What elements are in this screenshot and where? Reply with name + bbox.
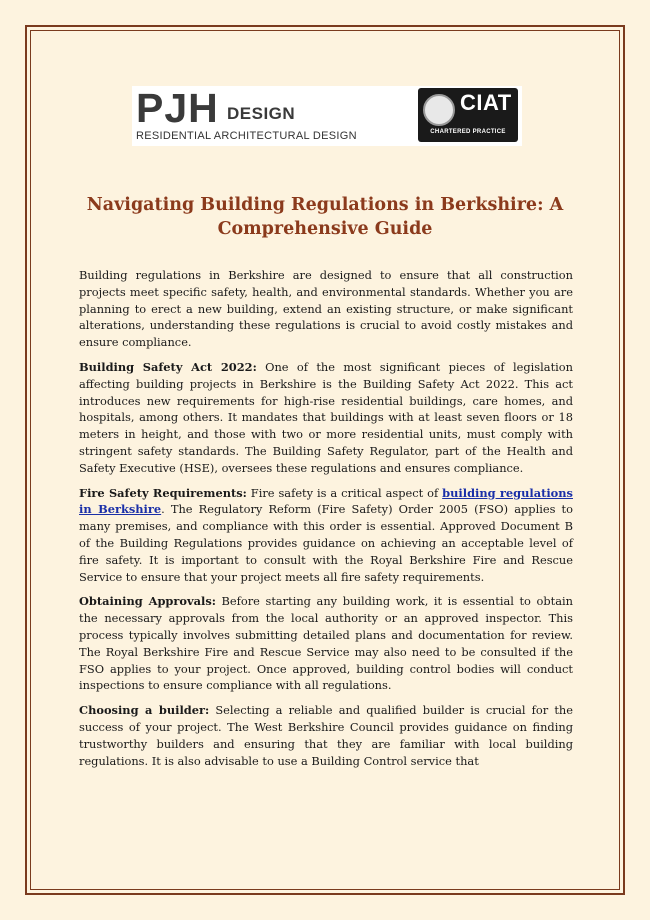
article-body: [79, 267, 573, 777]
heading-approvals: Obtaining Approvals:: [79, 594, 216, 609]
text-fire-safety-before: Fire safety is a critical aspect of: [246, 485, 443, 500]
heading-fire-safety: Fire Safety Requirements:: [79, 485, 247, 500]
logo-brand: PJH: [136, 85, 219, 131]
text-fire-safety-after: . The Regulatory Reform (Fire Safety) Order 2005 (FSO) applies to many premises, and compliance with this order is essential. Approved Document B of the Building Regulations provides guidance on achieving an acceptable level of fire safety. It is important to consult with the Royal Berkshire Fire and Rescue Service to ensure that your project meets all fire safety requirements.: [79, 502, 573, 584]
paragraph-approvals: [79, 593, 573, 694]
heading-safety-act: Building Safety Act 2022:: [79, 359, 257, 374]
text-safety-act: One of the most significant pieces of legislation affecting building projects in Berkshire is the Building Safety Act 2022. This act introduces new requirements for high-rise residential buildings, care homes, and hospitals, among others. It mandates that buildings with at least seven floors or 18 meters in height, and those with two or more residential units, must comply with stringent safety standards. The Building Safety Regulator, part of the Health and Safety Executive (HSE), oversees these regulations and ensures compliance.: [79, 359, 574, 475]
ciat-badge-text: CIAT: [460, 90, 512, 115]
ciat-badge: [418, 88, 518, 142]
paragraph-builder: [79, 702, 573, 769]
page-title: Navigating Building Regulations in Berkshire: A Comprehensive Guide: [86, 195, 564, 239]
ciat-crest-icon: [423, 94, 455, 126]
logo-design-word: DESIGN: [227, 104, 296, 123]
intro-paragraph: Building regulations in Berkshire are designed to ensure that all construction projects meet specific safety, health, and environmental standards. Whether you are planning to erect a new building, extend an existing structure, or make significant alterations, understanding these regulations is crucial to avoid costly mistakes and ensure compliance.: [79, 268, 573, 350]
ciat-badge-subtitle: CHARTERED PRACTICE: [430, 129, 506, 135]
text-approvals: Before starting any building work, it is essential to obtain the necessary approvals from the local authority or an approved inspector. This process typically involves submitting detailed plans and documentation for review. The Royal Berkshire Fire and Rescue Service may also need to be consulted if the FSO applies to your project. Once approved, building control bodies will conduct inspections to ensure compliance with all regulations.: [79, 594, 573, 693]
link-building-regulations[interactable]: building regulations in Berkshire: [79, 485, 573, 517]
logo-tagline: RESIDENTIAL ARCHITECTURAL DESIGN: [136, 130, 357, 142]
text-builder: Selecting a reliable and qualified builder is crucial for the success of your project. The West Berkshire Council provides guidance on finding trustworthy builders and ensuring that they are familiar with local building regulations. It is also advisable to use a Building Control service that: [79, 703, 573, 768]
paragraph-safety-act: [79, 359, 573, 477]
header-logo: [132, 86, 522, 146]
heading-builder: Choosing a builder:: [79, 703, 210, 718]
paragraph-fire-safety: [79, 485, 573, 586]
